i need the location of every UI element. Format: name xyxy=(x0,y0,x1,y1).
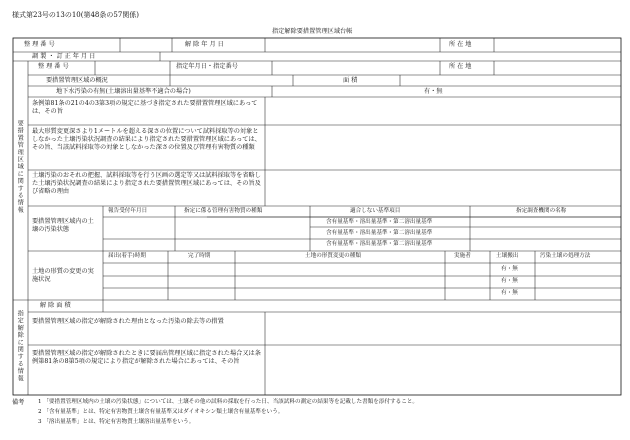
serial-label: 整 理 番 号 xyxy=(38,63,69,70)
depth-label: 最大形質変更深さより1メートルを超える深さの位置について試料採取等の対象としなかった土壌汚染状況調査の結果により指定された要措置管理区域にあっては、その旨、当該試料採取等の対象としなかった深さの位置及び管理有害物質の種類 xyxy=(32,128,261,152)
pollution-standard-3: 含有量基準・溶出量基準・第二溶出量基準 xyxy=(326,241,433,247)
change-header-type: 土地の形質変更の種類 xyxy=(305,253,361,259)
note-3: 3 「溶出量基準」とは、特定有害物質土壌溶出量基準をいう。 xyxy=(38,419,195,425)
notes-heading: 備考 xyxy=(12,399,25,406)
removal-value-1: 有・無 xyxy=(501,266,518,272)
page-title: 指定解除要措置管理区域台帳 xyxy=(272,28,353,35)
pollution-status-label: 要措置管理区域内の土壌の汚染状態 xyxy=(32,218,94,234)
pollution-header-standard: 適合しない基準項目 xyxy=(350,208,401,214)
change-header-operator: 実施者 xyxy=(454,253,471,259)
pollution-standard-1: 含有量基準・溶出量基準・第二溶出量基準 xyxy=(326,219,433,225)
pollution-header-date: 報告受付年月日 xyxy=(108,208,148,214)
release-reason-label: 要措置管理区域の指定が解除された理由となった汚染の除去等の措置 xyxy=(32,318,224,325)
groundwater-value: 有・無 xyxy=(424,88,443,95)
grasp-label: 土壌汚染のおそれの把握、試料採取等を行う区画の選定等又は試料採取等を省略した土壌汚染状況調査の結果により指定された要措置管理区域にあっては、その旨及び省略の理由 xyxy=(32,172,261,196)
top-location-label: 所 在 地 xyxy=(449,41,472,48)
change-header-completed: 完了時期 xyxy=(188,253,211,259)
change-header-notified: 届出(着手)時期 xyxy=(108,253,146,259)
top-release-date-label: 解 除 年 月 日 xyxy=(185,41,224,48)
land-change-label: 土地の形質の変更の実施状況 xyxy=(32,268,94,284)
form-number: 様式第23号の13の10(第48条の57関係) xyxy=(12,11,139,19)
pollution-standard-2: 含有量基準・溶出量基準・第二溶出量基準 xyxy=(326,230,433,236)
article81-label: 条例第81条の21の4の3第3項の規定に基づき指定された要措置管理区域にあっては、その旨 xyxy=(32,100,258,116)
removal-value-2: 有・無 xyxy=(501,278,518,284)
overview-label: 要措置管理区域の概況 xyxy=(46,77,108,84)
prepared-date-label: 調 製 ・ 訂 正 年 月 日 xyxy=(32,53,96,60)
top-serial-label: 整 理 番 号 xyxy=(24,41,55,48)
note-2: 2 「含有量基準」とは、特定有害物質土壌含有量基準又はダイオキシン類土壌含有量基準をいう。 xyxy=(38,409,284,415)
release-section-label: 指定解除に関する情報 xyxy=(16,310,24,382)
change-header-treatment: 汚染土壌の処理方法 xyxy=(540,253,591,259)
change-header-removal: 土壌搬出 xyxy=(496,253,519,259)
location-label: 所 在 地 xyxy=(449,63,472,70)
release-area-label: 解 除 面 積 xyxy=(40,302,71,309)
managed-area-section-label: 要措置管理区域に関する情報 xyxy=(16,120,24,214)
designation-date-label: 指定年月日・指定番号 xyxy=(176,63,238,70)
reapply-label: 要措置管理区域の指定が解除されたときに要届出管理区域に指定された場合又は条例第81条の8第5項の規定により指定が解除された場合にあっては、その旨 xyxy=(32,350,261,366)
note-1: 1 「要措置管理区域内の土壌の汚染状態」については、土壌その他の試料の採取を行った日、当該試料の測定の結果等を記載した書類を添付すること。 xyxy=(38,399,419,405)
pollution-header-agency: 指定調査機関の名称 xyxy=(516,208,567,214)
area-label: 面 積 xyxy=(343,77,358,84)
pollution-header-substance: 指定に係る管理有害物質の種類 xyxy=(184,208,263,214)
groundwater-label: 地下水汚染の有無(土壌溶出量基準不適合の場合) xyxy=(56,88,191,95)
removal-value-3: 有・無 xyxy=(501,290,518,296)
